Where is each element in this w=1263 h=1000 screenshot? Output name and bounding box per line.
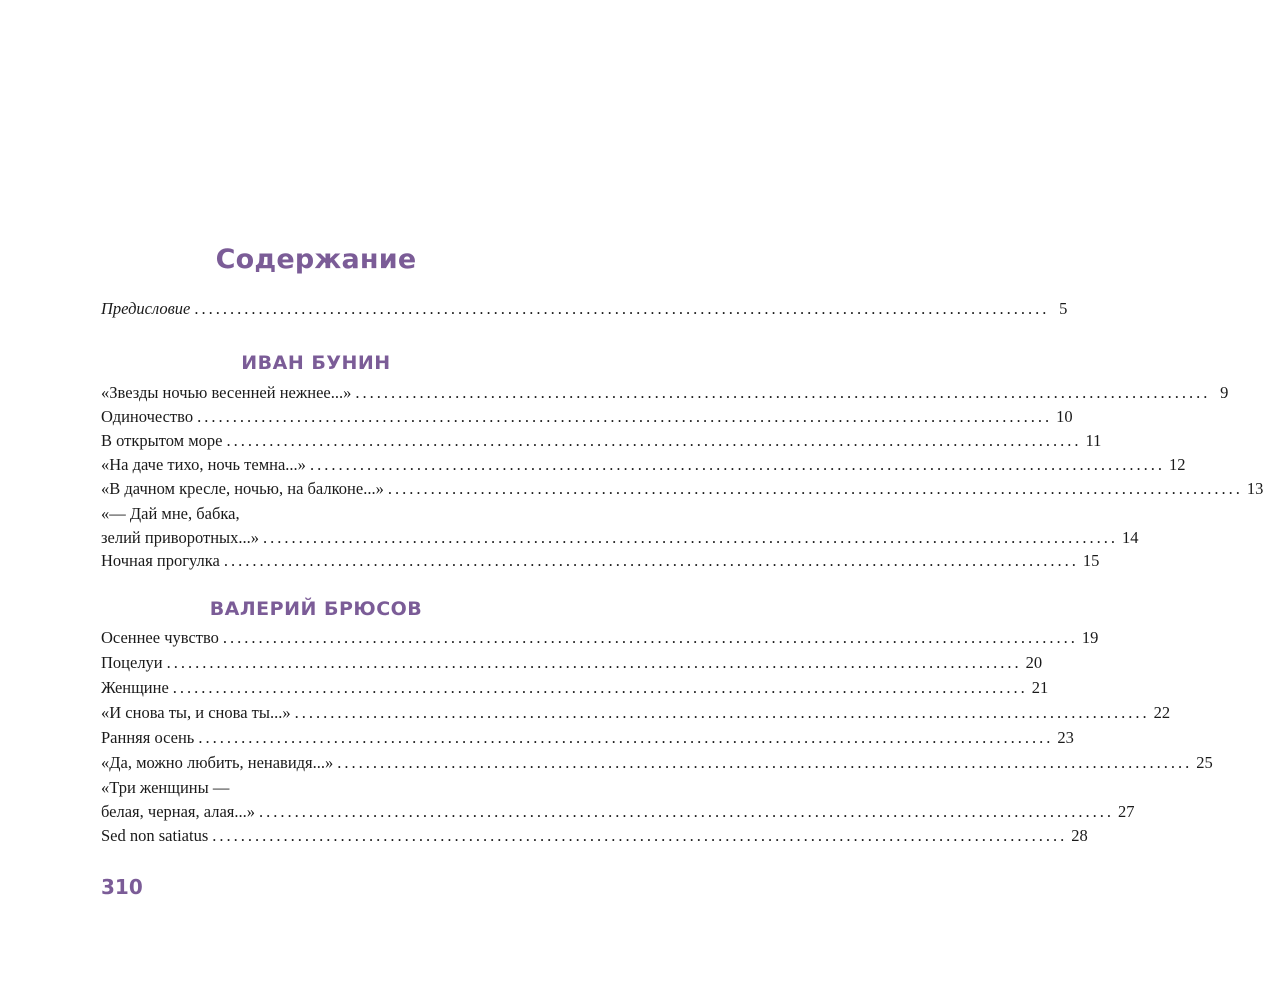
toc-entry-title: Поцелуи xyxy=(101,653,163,672)
toc-entry-title: «Звезды ночью весенней нежнее...» xyxy=(101,383,352,402)
dot-leader: ........................................................................................................................ xyxy=(337,753,1193,772)
toc-entry xyxy=(101,477,1263,501)
dot-leader: ........................................................................................................................ xyxy=(226,431,1082,450)
toc-entry xyxy=(101,626,1099,650)
toc-page-number: 19 xyxy=(1081,628,1099,647)
dot-leader: ........................................................................................................................ xyxy=(194,299,1050,318)
toc-entry-title: Одиночество xyxy=(101,407,194,426)
toc-page-number: 9 xyxy=(1220,383,1229,402)
toc-entry-title: «Да, можно любить, ненавидя...» xyxy=(101,753,334,772)
dot-leader: ........................................................................................................................ xyxy=(223,551,1079,570)
toc-page-number: 13 xyxy=(1246,479,1263,498)
dot-leader: ........................................................................................................................ xyxy=(172,678,1028,697)
toc-entry xyxy=(101,429,1102,453)
toc-entry xyxy=(101,405,1073,429)
dot-leader: ........................................................................................................................ xyxy=(259,802,1115,821)
dot-leader: ........................................................................................................................ xyxy=(387,479,1243,498)
toc-entry-title: Sed non satiatus xyxy=(101,826,209,845)
dot-leader: ........................................................................................................................ xyxy=(309,455,1165,474)
toc-entry xyxy=(101,651,1043,675)
toc-entry-title: Ночная прогулка xyxy=(101,551,220,570)
toc-page-number: 11 xyxy=(1085,431,1102,450)
section-heading-bunin: ИВАН БУНИН xyxy=(241,352,391,374)
toc-page-number: 21 xyxy=(1031,678,1049,697)
toc-page-number: 20 xyxy=(1025,653,1043,672)
page-number: 310 xyxy=(101,875,143,899)
dot-leader: ........................................................................................................................ xyxy=(222,628,1078,647)
dot-leader: ........................................................................................................................ xyxy=(197,407,1053,426)
toc-entry-title-line: «— Дай мне, бабка, xyxy=(101,504,240,523)
dot-leader: ........................................................................................................................ xyxy=(262,528,1118,547)
toc-entry-title: В открытом море xyxy=(101,431,223,450)
toc-page-number: 28 xyxy=(1071,826,1088,845)
toc-entry xyxy=(101,824,1088,848)
toc-page-number: 22 xyxy=(1153,703,1171,722)
toc-entry-title: Ранняя осень xyxy=(101,728,195,747)
dot-leader: ........................................................................................................................ xyxy=(355,383,1211,402)
toc-page-number: 15 xyxy=(1082,551,1100,570)
toc-entry xyxy=(101,701,1171,725)
toc-entry-title: «На даче тихо, ночь темна...» xyxy=(101,455,306,474)
section-heading-bryusov: ВАЛЕРИЙ БРЮСОВ xyxy=(209,598,423,620)
dot-leader: ........................................................................................................................ xyxy=(212,826,1068,845)
toc-entry-title: «В дачном кресле, ночью, на балконе...» xyxy=(101,479,384,498)
toc-entry xyxy=(101,381,1229,405)
dot-leader: ........................................................................................................................ xyxy=(198,728,1054,747)
toc-page-number: 10 xyxy=(1056,407,1073,426)
toc-entry-title: «И снова ты, и снова ты...» xyxy=(101,703,291,722)
toc-entry-preface xyxy=(101,297,1068,321)
dot-leader: ........................................................................................................................ xyxy=(294,703,1150,722)
toc-entry-title-line: «Три женщины — xyxy=(101,778,230,797)
toc-page-number: 27 xyxy=(1118,802,1135,821)
toc-entry-title: Осеннее чувство xyxy=(101,628,219,647)
toc-entry xyxy=(101,502,1139,550)
toc-entry-title: Женщине xyxy=(101,678,169,697)
toc-entry xyxy=(101,726,1074,750)
toc-entry xyxy=(101,751,1213,775)
toc-page-number: 12 xyxy=(1168,455,1186,474)
toc-page-number: 25 xyxy=(1196,753,1213,772)
toc-entry xyxy=(101,453,1186,477)
toc-page-number: 23 xyxy=(1057,728,1074,747)
toc-entry xyxy=(101,776,1135,824)
toc-page-number: 5 xyxy=(1059,299,1068,318)
toc-entry-title: Предисловие xyxy=(101,299,191,318)
page-title: Содержание xyxy=(215,244,417,275)
toc-entry xyxy=(101,676,1049,700)
toc-entry xyxy=(101,549,1100,573)
toc-page-number: 14 xyxy=(1121,528,1139,547)
toc-entry-title-line: зелий приворотных...» xyxy=(101,528,259,547)
toc-entry-title-line: белая, черная, алая...» xyxy=(101,802,256,821)
dot-leader: ........................................................................................................................ xyxy=(166,653,1022,672)
